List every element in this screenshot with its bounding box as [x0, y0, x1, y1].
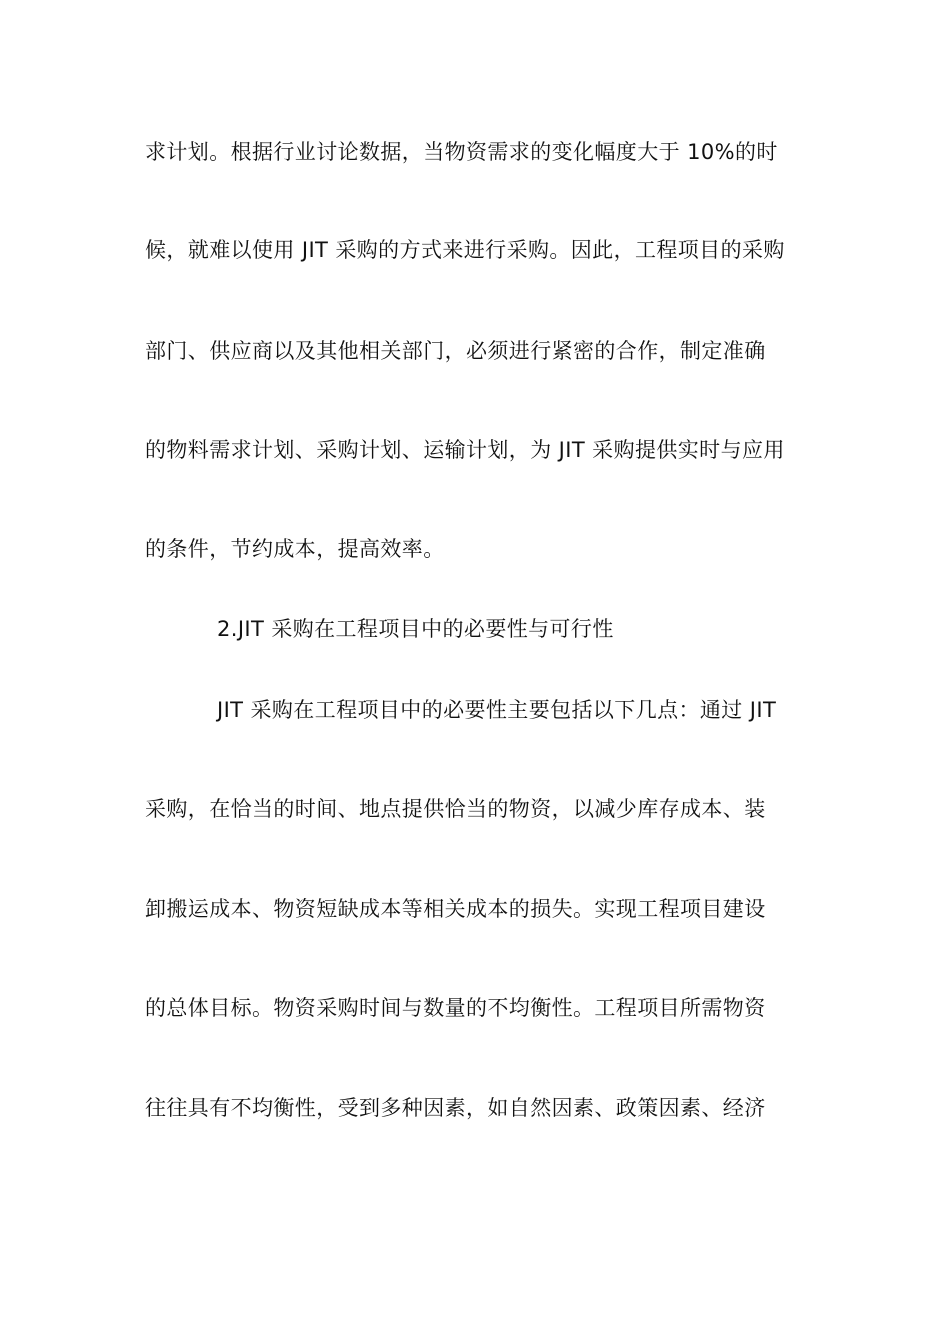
- paragraph-line: 的物料需求计划、采购计划、运输计划，为 JIT 采购提供实时与应用: [145, 438, 785, 462]
- paragraph-line: 求计划。根据行业讨论数据，当物资需求的变化幅度大于 10%的时: [145, 140, 778, 164]
- paragraph-line: 的总体目标。物资采购时间与数量的不均衡性。工程项目所需物资: [145, 996, 766, 1020]
- paragraph-line: 采购，在恰当的时间、地点提供恰当的物资，以减少库存成本、装: [145, 797, 766, 821]
- section-heading: 2.JIT 采购在工程项目中的必要性与可行性: [217, 617, 614, 641]
- paragraph-line: 往往具有不均衡性，受到多种因素，如自然因素、政策因素、经济: [145, 1096, 766, 1120]
- paragraph-line: 部门、供应商以及其他相关部门，必须进行紧密的合作，制定准确: [145, 339, 766, 363]
- paragraph-line: 候，就难以使用 JIT 采购的方式来进行采购。因此，工程项目的采购: [145, 238, 785, 262]
- paragraph-line: 的条件，节约成本，提高效率。: [145, 537, 445, 561]
- paragraph-first-line: JIT 采购在工程项目中的必要性主要包括以下几点：通过 JIT: [217, 698, 777, 722]
- paragraph-line: 卸搬运成本、物资短缺成本等相关成本的损失。实现工程项目建设: [145, 897, 766, 921]
